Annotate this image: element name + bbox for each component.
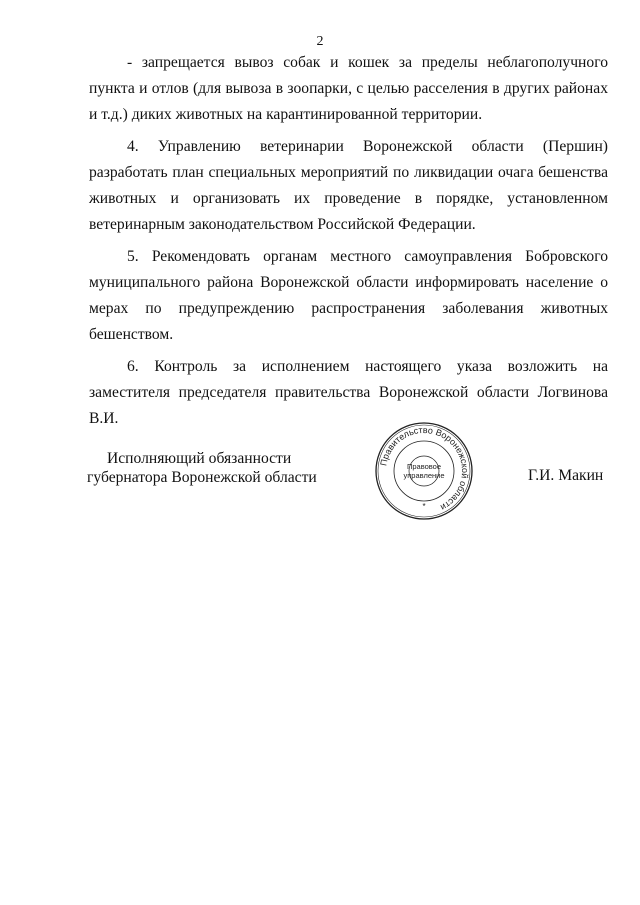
signatory-title-line2: губернатора Воронежской области [87,469,317,486]
page-number: 2 [316,34,324,49]
document-body [89,50,608,438]
seal-center-line1: Правовое [406,462,442,471]
signatory-title-line1: Исполняющий обязанности [107,450,292,467]
seal-center-line2: управление [403,471,445,480]
seal-star-icon: * [422,502,426,511]
official-seal [374,421,474,521]
seal-ring-text: Правительство Воронежской области [378,424,471,513]
signatory-name: Г.И. Макин [528,467,604,484]
paragraph-item-4: 4. Управлению ветеринарии Воронежской области (Першин) разработать план специальных мероприятий по ликвидации очага бешенства животных и организовать их проведение в порядке, установленном ветеринарным законодательством Российской Федерации. [89,138,608,233]
paragraph-item-list-continuation: - запрещается вывоз собак и кошек за пределы неблагополучного пункта и отлов (для вывоза в зоопарки, с целью расселения в других районах и т.д.) диких животных на карантинированной территории. [89,54,608,123]
signatory-title [87,449,317,487]
paragraph-item-6: 6. Контроль за исполнением настоящего указа возложить на заместителя председателя правительства Воронежской области Логвинова В.И. [89,358,608,427]
paragraph-item-5: 5. Рекомендовать органам местного самоуправления Бобровского муниципального района Воронежской области информировать население о мерах по предупреждению распространения заболевания животных бешенством. [89,248,608,343]
